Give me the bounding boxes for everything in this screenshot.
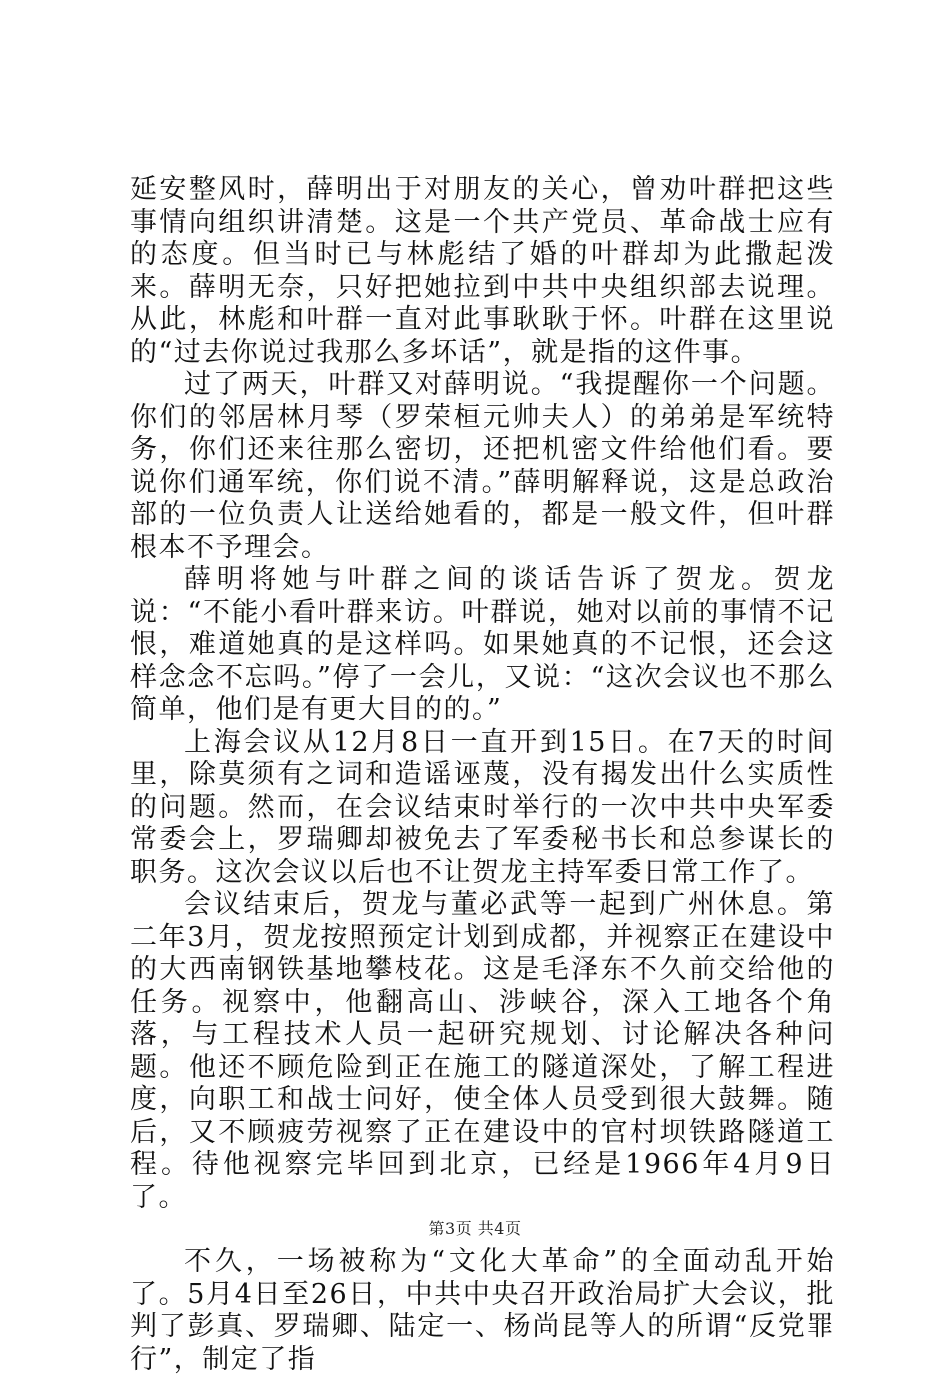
paragraph-3: 薛明将她与叶群之间的谈话告诉了贺龙。贺龙说：“不能小看叶群来访。叶群说，她对以前的事情不记恨，难道她真的是这样吗。如果她真的不记恨，还会这样念念不忘吗。”停了一会儿，又说：“这次会议也不那么简单，他们是有更大目的的。” [130,564,835,725]
paragraph-1: 延安整风时，薛明出于对朋友的关心，曾劝叶群把这些事情向组织讲清楚。这是一个共产党员、革命战士应有的态度。但当时已与林彪结了婚的叶群却为此撒起泼来。薛明无奈，只好把她拉到中共中央组织部去说理。从此，林彪和叶群一直对此事耿耿于怀。叶群在这里说的“过去你说过我那么多坏话”，就是指的这件事。 [130,174,835,368]
paragraph-2: 过了两天，叶群又对薛明说。“我提醒你一个问题。你们的邻居林月琴（罗荣桓元帅夫人）的弟弟是军统特务，你们还来往那么密切，还把机密文件给他们看。要说你们通军统，你们说不清。”薛明解释说，这是总政治部的一位负责人让送给她看的，都是一般文件，但叶群根本不予理会。 [130,369,835,563]
document-body [130,174,835,1376]
page-number-footer: 第3页 共4页 [428,1219,522,1238]
paragraph-6: 不久，一场被称为“文化大革命”的全面动乱开始了。5月4日至26日，中共中央召开政治局扩大会议，批判了彭真、罗瑞卿、陆定一、杨尚昆等人的所谓“反党罪行”，制定了指 [130,1246,835,1375]
paragraph-5: 会议结束后，贺龙与董必武等一起到广州休息。第二年3月，贺龙按照预定计划到成都，并视察正在建设中的大西南钢铁基地攀枝花。这是毛泽东不久前交给他的任务。视察中，他翻高山、涉峡谷，深入工地各个角落，与工程技术人员一起研究规划、讨论解决各种问题。他还不顾危险到正在施工的隧道深处，了解工程进度，向职工和战士问好，使全体人员受到很大鼓舞。随后，又不顾疲劳视察了正在建设中的官村坝铁路隧道工程。待他视察完毕回到北京，已经是1966年4月9日了。 [130,889,835,1213]
paragraph-4: 上海会议从12月8日一直开到15日。在7天的时间里，除莫须有之词和造谣诬蔑，没有揭发出什么实质性的问题。然而，在会议结束时举行的一次中共中央军委常委会上，罗瑞卿却被免去了军委秘书长和总参谋长的职务。这次会议以后也不让贺龙主持军委日常工作了。 [130,726,835,888]
